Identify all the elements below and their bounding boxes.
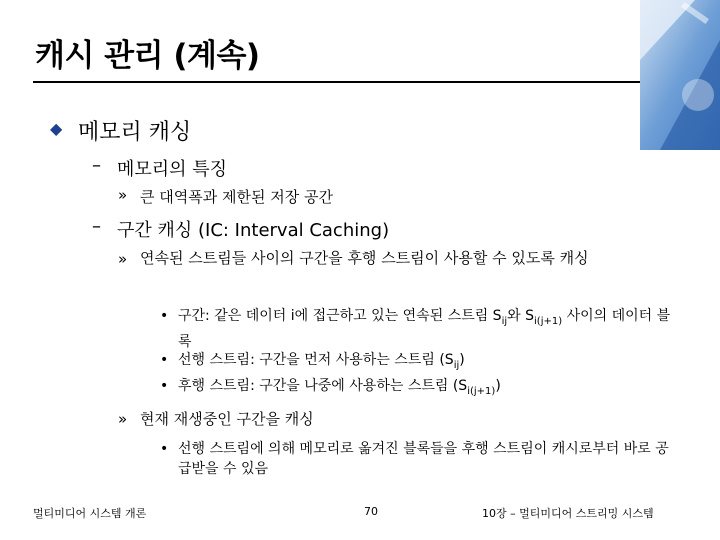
- bullet-cache-supply: 선행 스트림에 의해 메모리로 옮겨진 블록들을 후행 스트림이 캐시로부터 바로 공급받을 수 있음: [178, 441, 669, 477]
- bullet-interval-caching: 구간 캐싱 (IC: Interval Caching): [117, 220, 390, 241]
- footer-course-title: 멀티미디어 시스템 개론: [33, 507, 147, 520]
- slide-title: 캐시 관리 (계속): [35, 38, 260, 74]
- dash-bullet-icon: –: [92, 216, 101, 237]
- bullet-trailing-stream: 후행 스트림: 구간을 나중에 사용하는 스트림 $(S_{i(j+1)})$: [178, 378, 501, 397]
- dot-bullet-icon: •: [160, 441, 169, 457]
- bullet-leading-stream: 선행 스트림: 구간을 먼저 사용하는 스트림 $(S_{ij})$: [178, 352, 465, 371]
- dash-bullet-icon: –: [92, 155, 101, 176]
- bullet-interval-definition: 연속된 스트림들 사이의 구간을 후행 스트림이 사용할 수 있도록 캐싱: [140, 249, 589, 267]
- chevron-bullet-icon: »: [118, 250, 128, 268]
- dot-bullet-icon: •: [160, 378, 169, 394]
- page-number: 70: [364, 505, 378, 518]
- bullet-memory-caching: 메모리 캐싱: [78, 120, 192, 145]
- bullet-bandwidth-storage: 큰 대역폭과 제한된 저장 공간: [140, 188, 333, 206]
- bullet-memory-characteristics: 메모리의 특징: [117, 159, 228, 180]
- chevron-bullet-icon: »: [118, 186, 128, 204]
- dot-bullet-icon: •: [160, 308, 169, 324]
- footer-chapter-title: 10장 – 멀티미디어 스트리밍 시스템: [482, 507, 654, 520]
- diamond-bullet-icon: ◆: [50, 119, 63, 138]
- bullet-interval-term: 구간: 같은 데이터 i에 접근하고 있는 연속된 스트림 $S_{ij}$와 $S_{i(j+1)}$ 사이의 데이터 블록: [178, 308, 671, 350]
- corner-decoration-image: [640, 0, 720, 150]
- bullet-cache-current-interval: 현재 재생중인 구간을 캐싱: [140, 410, 314, 428]
- title-divider: [33, 81, 645, 83]
- dot-bullet-icon: •: [160, 352, 169, 368]
- chevron-bullet-icon: »: [118, 410, 128, 428]
